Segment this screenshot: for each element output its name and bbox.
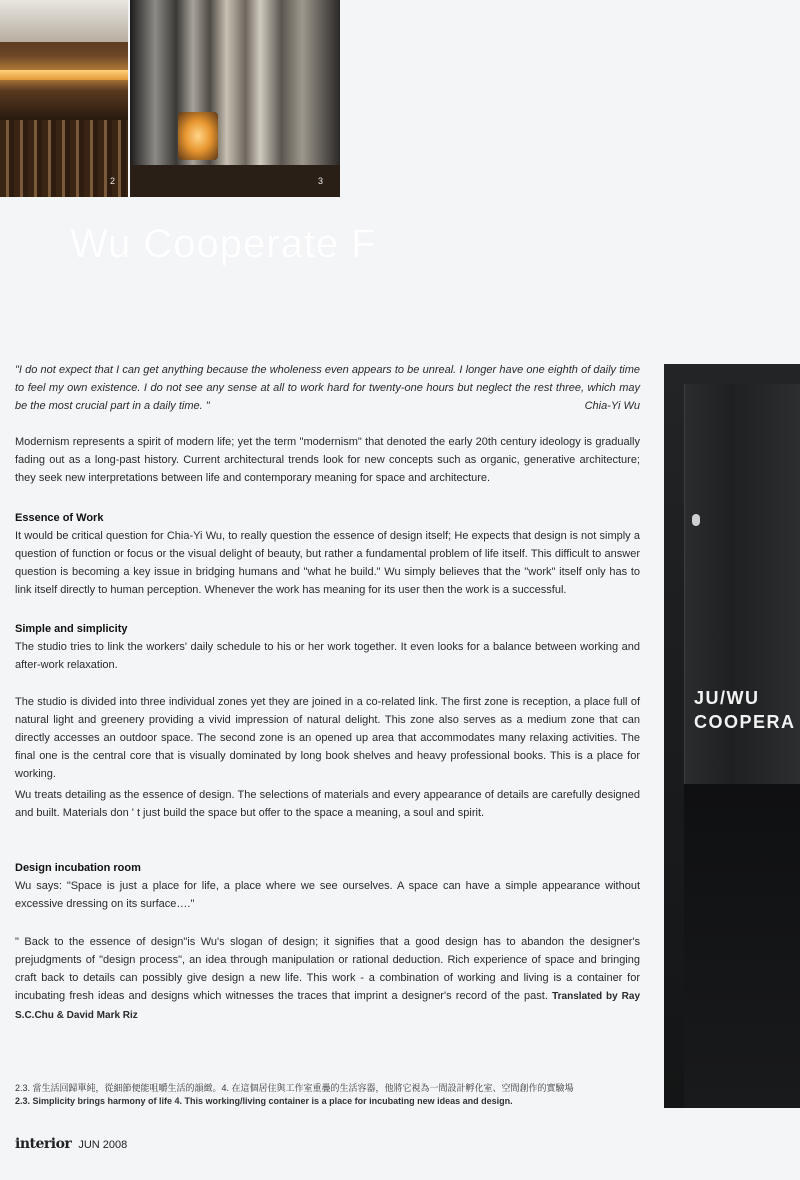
photo-3 xyxy=(130,0,340,197)
company-sign xyxy=(694,686,796,734)
sign-line-1: JU/WU xyxy=(694,688,760,708)
photo-label-3: 3 xyxy=(318,176,324,186)
simple-text-2: The studio is divided into three individual zones yet they are joined in a co-related link. The first zone is reception, a place full of natural light and greenery providing a vivid impression of natural delight. This zone also serves as a medium zone that can directly accesses an outdoor space. The second zone is an opened up area that accommodates many relaxing activities. The final one is the central core that is visually dominated by long book shelves and heavy professional books. This is a place for working. xyxy=(15,696,640,780)
simple-paragraph-3 xyxy=(15,786,640,822)
intro-paragraph xyxy=(15,433,640,487)
ceiling-panel xyxy=(0,0,128,42)
translator-credit: Translated by Ray S.C.Chu & David Mark Riz xyxy=(15,991,640,1021)
caption-english: 2.3. Simplicity brings harmony of life 4. This working/living container is a place for incubating new ideas and design. xyxy=(15,1096,513,1106)
photo-label-2: 2 xyxy=(110,176,116,186)
design-paragraph-1 xyxy=(15,877,640,913)
simple-text-1: The studio tries to link the workers' daily schedule to his or her work together. It even looks for a balance between working and after-work relaxation. xyxy=(15,641,640,671)
quote-text: "I do not expect that I can get anything because the wholeness even appears to be unreal. I longer have one eighth of daily time to feel my own existence. I do not see any sense at all to work hard for twenty-one hours but neglect the rest three, which may be the most crucial part in a daily time. " xyxy=(15,364,640,412)
section-title-essence: Essence of Work xyxy=(15,512,104,524)
door-knob xyxy=(692,514,700,526)
section-title-simple: Simple and simplicity xyxy=(15,623,128,635)
design-paragraph-2 xyxy=(15,933,640,1025)
caption-chinese: 2.3. 當生活回歸單純，從細節便能咀嚼生活的韻緻。4. 在這個居住與工作室重疊的生活容器，他將它視為一間設計孵化室、空間創作的實驗場 xyxy=(15,1083,574,1093)
photo-2-left xyxy=(0,0,128,197)
lantern xyxy=(178,112,218,160)
design-text-2: " Back to the essence of design"is Wu's slogan of design; it signifies that a good design has to abandon the designer's prejudgments of "design process", an idea through manipulation or rational deduction. Rich experience of space and bringing craft back to details can possibly give design a new life. This work - a combination of working and living is a container for incubating fresh ideas and designs which witnesses the traces that imprint a designer's record of the past. xyxy=(15,936,640,1002)
sign-line-2: COOPERA xyxy=(694,712,796,732)
section-title-design: Design incubation room xyxy=(15,862,141,874)
simple-paragraph-1 xyxy=(15,638,640,674)
page-footer xyxy=(15,1136,127,1152)
essence-paragraph xyxy=(15,527,640,599)
quote-author: Chia-Yi Wu xyxy=(584,400,640,412)
article-title-ghost: Wu Cooperate F xyxy=(70,222,377,266)
curtain xyxy=(0,120,128,197)
door-lower xyxy=(684,784,800,1108)
simple-paragraph-2 xyxy=(15,693,640,783)
issue-date: JUN 2008 xyxy=(78,1139,128,1151)
photo-4-door-sign xyxy=(664,364,800,1108)
magazine-name: interior xyxy=(15,1136,72,1152)
light-strip xyxy=(0,70,128,80)
pull-quote xyxy=(15,361,640,415)
design-text-1: Wu says: "Space is just a place for life, a place where we see ourselves. A space can have a simple appearance without excessive dressing on its surface…." xyxy=(15,880,640,910)
intro-text: Modernism represents a spirit of modern life; yet the term "modernism" that denoted the early 20th century ideology is gradually fading out as a long-past history. Current architectural trends look for new concepts such as organic, generative architecture; they seek new interpretations between life and contemporary meaning for space and architecture. xyxy=(15,436,640,484)
essence-text: It would be critical question for Chia-Yi Wu, to really question the essence of design itself; He expects that design is not simply a question of function or focus or the visual delight of beauty, but rather a fundamental problem of life itself. This difficult to answer question is becoming a key issue in bridging humans and "what he build." Wu simply believes that the "work" itself only has to link itself directly to human perception. Whenever the work has meaning for its user then the work is a successful. xyxy=(15,530,640,596)
simple-text-3: Wu treats detailing as the essence of design. The selections of materials and every appearance of details are carefully designed and built. Materials don ' t just build the space but offer to the space a meaning, a soul and spirit. xyxy=(15,789,640,819)
floor xyxy=(130,165,340,197)
